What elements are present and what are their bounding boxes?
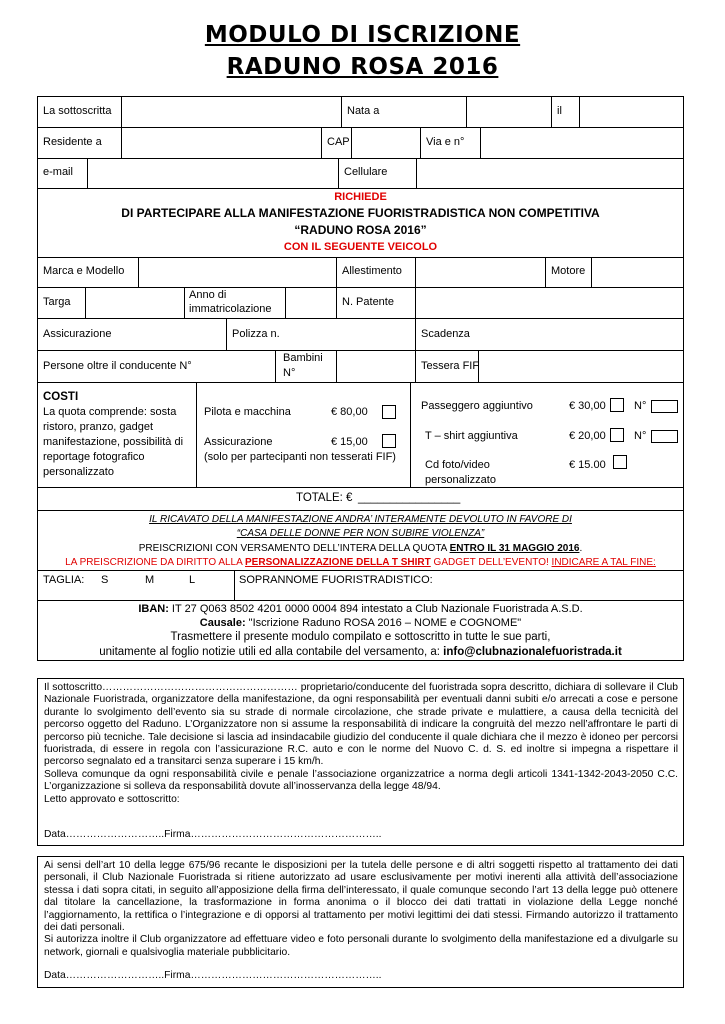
beneficiary-name: “CASA DELLE DONNE PER NON SUBIRE VIOLENZA” bbox=[236, 528, 485, 539]
brand-model-field[interactable] bbox=[139, 258, 335, 287]
nickname-label: SOPRANNOME FUORISTRADISTICO: bbox=[239, 574, 433, 586]
engine-field[interactable] bbox=[592, 258, 682, 287]
policy-field[interactable] bbox=[285, 319, 414, 350]
tshirt-checkbox[interactable] bbox=[610, 428, 624, 442]
proceeds-notice: IL RICAVATO DELLA MANIFESTAZIONE ANDRA’ INTERAMENTE DEVOLUTO IN FAVORE DI bbox=[149, 514, 572, 525]
registration-year-field[interactable] bbox=[286, 288, 335, 318]
fif-label: Tessera FIF bbox=[421, 360, 480, 372]
children-label-2: N° bbox=[283, 367, 296, 379]
costs-desc-line: La quota comprende: sosta bbox=[43, 406, 177, 418]
subscriber-label: La sottoscritta bbox=[43, 105, 112, 117]
persons-label: Persone oltre il conducente N° bbox=[43, 360, 192, 372]
contact-email[interactable]: info@clubnazionalefuoristrada.it bbox=[443, 646, 622, 658]
plate-label: Targa bbox=[43, 296, 71, 308]
mobile-label: Cellulare bbox=[344, 166, 388, 178]
tshirt-personalization-notice: LA PREISCRIZIONE DA DIRITTO ALLA PERSONALIZZAZIONE DELLA T SHIRT GADGET DELL’EVENTO! INDICARE A TAL FINE: bbox=[65, 557, 656, 568]
privacy-paragraph: Ai sensi dell’art 10 della legge 675/96 recante le disposizioni per la tutela delle persone e di altri soggetti rispetto al trattamento dei dati personali, il Club Nazionale Fuoristrada si ritiene autorizzato ad usare esclusivamente per motivi inerenti alla attività dell’associazione stessa i dati sopra citati, in seguito all’apposizione della firma dell’interessato, il quale comunque secondo l’art 13 della legge può ottenere dal titolare la cancellazione, la trasformazione in forma anonima o il blocco dei dati trattati in violazione della Legge nonché l’aggiornamento, la rettifica o l’integrazione e di opporsi al trattamento per motivi legittimi dei dati stessi. Firmando autorizzo il trattamento dei dati personali. bbox=[44, 860, 678, 934]
birthdate-label: il bbox=[557, 105, 562, 117]
fif-field[interactable] bbox=[479, 351, 682, 382]
liability-waiver bbox=[37, 678, 684, 846]
street-label: Via e n° bbox=[426, 136, 465, 148]
subscriber-name-field[interactable] bbox=[122, 97, 340, 127]
street-field[interactable] bbox=[481, 128, 682, 158]
waiver-paragraph: Solleva comunque da ogni responsabilità civile e penale l’associazione organizzatrice a norma degli articoli 1341-1342-2043-2050 C.C. L’organizzazione si solleva da responsabilità dovute all’inosservanza della legge 48/94. bbox=[44, 768, 678, 793]
send-instructions-1: Trasmettere il presente modulo compilato e sottoscritto in tutte le sue parti, bbox=[170, 631, 551, 643]
pilot-car-price: € 80,00 bbox=[331, 406, 368, 418]
license-field[interactable] bbox=[416, 288, 682, 318]
passenger-count-field[interactable] bbox=[651, 400, 678, 413]
privacy-paragraph: Si autorizza inoltre il Club organizzatore ad effettuare video e foto personali durante lo svolgimento della manifestazione ed a divulgarle su network, giornali e qualsivoglia materiale pubblicitario. bbox=[44, 934, 678, 958]
engine-label: Motore bbox=[551, 265, 586, 277]
costs-desc-line: ristoro, pranzo, gadget bbox=[43, 421, 154, 433]
registration-year-label-2: immatricolazione bbox=[189, 303, 272, 315]
costs-heading: COSTI bbox=[43, 391, 79, 403]
causal-line: Causale: "Iscrizione Raduno ROSA 2016 – NOME e COGNOME" bbox=[199, 617, 522, 629]
costs-desc-line: manifestazione, possibilità di bbox=[43, 436, 184, 448]
email-label: e-mail bbox=[43, 166, 73, 178]
size-option-m[interactable]: M bbox=[145, 574, 155, 586]
privacy-signature-line[interactable]: Data………………………..Firma……………………………………………….. bbox=[44, 970, 382, 981]
tshirt-label: T – shirt aggiuntiva bbox=[425, 430, 518, 442]
plate-field[interactable] bbox=[86, 288, 183, 318]
photo-price: € 15.00 bbox=[569, 459, 606, 471]
passenger-price: € 30,00 bbox=[569, 400, 606, 412]
request-vehicle-line: CON IL SEGUENTE VEICOLO bbox=[283, 241, 438, 253]
insurance-fee-note: (solo per partecipanti non tesserati FIF) bbox=[204, 451, 396, 463]
expiry-field[interactable] bbox=[470, 319, 682, 350]
birthdate-field[interactable] bbox=[580, 97, 682, 127]
title-line-2: RADUNO ROSA 2016 bbox=[226, 54, 499, 80]
born-label: Nata a bbox=[347, 105, 380, 117]
mobile-field[interactable] bbox=[417, 159, 682, 188]
waiver-paragraph: Il sottoscritto………………………………………………… proprietario/conducente del fuoristrada sopra descritto, dichiara di sollevare il Club Nazionale Fuoristrada, organizzatore della manifestazione, da ogni responsabilità per eventuali danni subiti e/o arrecati a cose e persone durante lo svolgimento dell’evento sia su strade di normale circolazione, che strade private e mulattiere, a causa della tecnicità del percorso oggetto del Raduno. L’Organizzatore non si assume la responsabilità di indicare la congruità del mezzo nell’affrontare le parti di percorso più tecniche. Tale decisione si lascia ad insindacabile giudizio del conducente il quale dichiara che il mezzo è idoneo per percorsi fuoristrada, di essere in regola con l’assicurazione R.C. auto e con le norme del Nuovo C. d. S. ed inoltre si impegna a rispettare il percorso segnalato ed a transitarci senza superare i 15 km/h. bbox=[44, 682, 678, 768]
cap-field[interactable] bbox=[352, 128, 419, 158]
insurance-fee-price: € 15,00 bbox=[331, 436, 368, 448]
tshirt-price: € 20,00 bbox=[569, 430, 606, 442]
request-event-name: “RADUNO ROSA 2016” bbox=[294, 223, 427, 237]
insurance-label: Assicurazione bbox=[43, 328, 112, 340]
total-label: TOTALE: € bbox=[296, 492, 353, 504]
residence-label: Residente a bbox=[43, 136, 102, 148]
costs-desc-line: reportage fotografico bbox=[43, 451, 145, 463]
send-instructions-2: unitamente al foglio notizie utili ed alla contabile del versamento, a: info@clubnazionalefuoristrada.it bbox=[99, 646, 622, 658]
waiver-approval: Letto approvato e sottoscritto: bbox=[44, 793, 180, 805]
photo-checkbox[interactable] bbox=[613, 455, 627, 469]
trim-label: Allestimento bbox=[342, 265, 402, 277]
passenger-checkbox[interactable] bbox=[610, 398, 624, 412]
size-label: TAGLIA: bbox=[43, 574, 85, 586]
title-line-1: MODULO DI ISCRIZIONE bbox=[204, 22, 521, 48]
policy-label: Polizza n. bbox=[232, 328, 280, 340]
insurance-fee-label: Assicurazione bbox=[204, 436, 273, 448]
trim-field[interactable] bbox=[416, 258, 544, 287]
costs-desc-line: personalizzato bbox=[43, 466, 114, 478]
passenger-count-label: N° bbox=[634, 400, 647, 412]
tshirt-count-label: N° bbox=[634, 430, 647, 442]
passenger-label: Passeggero aggiuntivo bbox=[421, 400, 533, 412]
iban-line: IBAN: IT 27 Q063 8502 4201 0000 0004 894 intestato a Club Nazionale Fuoristrada A.S.D. bbox=[138, 603, 583, 615]
photo-label-1: Cd foto/video bbox=[425, 459, 490, 471]
request-event-line: DI PARTECIPARE ALLA MANIFESTAZIONE FUORISTRADISTICA NON COMPETITIVA bbox=[121, 206, 600, 220]
total-field[interactable]: ________________ bbox=[358, 492, 461, 504]
pilot-car-label: Pilota e macchina bbox=[204, 406, 291, 418]
pilot-car-checkbox[interactable] bbox=[382, 405, 396, 419]
registration-year-label-1: Anno di bbox=[189, 289, 227, 301]
size-option-l[interactable]: L bbox=[189, 574, 196, 586]
brand-model-label: Marca e Modello bbox=[43, 265, 125, 277]
waiver-signature-line[interactable]: Data………………………..Firma……………………………………………….. bbox=[44, 829, 382, 840]
children-field[interactable] bbox=[337, 351, 414, 382]
license-label: N. Patente bbox=[342, 296, 394, 308]
expiry-label: Scadenza bbox=[421, 328, 470, 340]
residence-field[interactable] bbox=[122, 128, 320, 158]
preregistration-deadline: PREISCRIZIONI CON VERSAMENTO DELL’INTERA DELLA QUOTA ENTRO IL 31 MAGGIO 2016. bbox=[138, 543, 583, 554]
children-label-1: Bambini bbox=[283, 352, 323, 364]
privacy-consent bbox=[37, 856, 684, 988]
nickname-field[interactable] bbox=[420, 571, 682, 599]
size-option-s[interactable]: S bbox=[101, 574, 109, 586]
request-heading: RICHIEDE bbox=[334, 191, 387, 203]
photo-label-2: personalizzato bbox=[425, 474, 496, 486]
cap-label: CAP bbox=[327, 136, 350, 148]
insurance-fee-checkbox[interactable] bbox=[382, 434, 396, 448]
email-field[interactable] bbox=[88, 159, 337, 188]
tshirt-count-field[interactable] bbox=[651, 430, 678, 443]
birthplace-field[interactable] bbox=[467, 97, 550, 127]
